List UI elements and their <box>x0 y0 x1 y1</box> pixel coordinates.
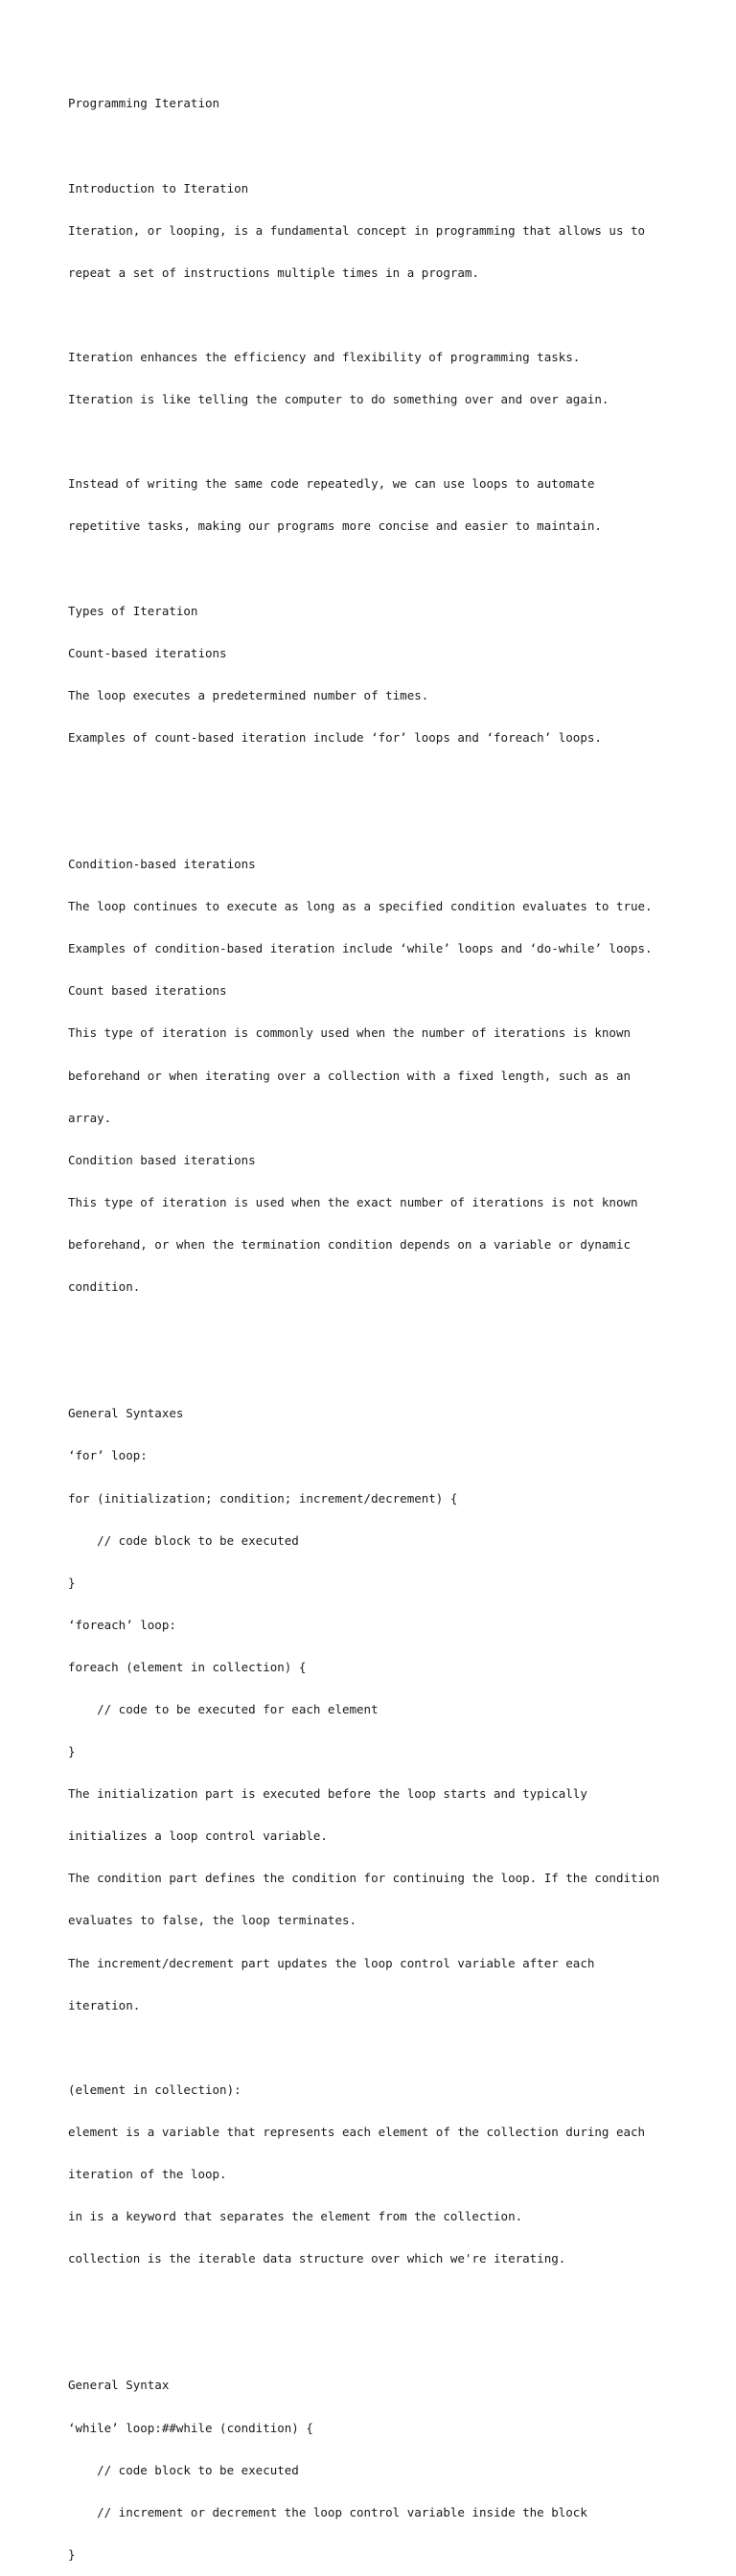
text-line: evaluates to false, the loop terminates. <box>68 1913 357 1928</box>
code-line: // increment or decrement the loop control variable inside the block <box>68 2504 587 2519</box>
text-line: repetitive tasks, making our programs more concise and easier to maintain. <box>68 518 602 534</box>
text-line: beforehand, or when the termination condition depends on a variable or dynamic <box>68 1236 631 1252</box>
text-line: iteration. <box>68 1997 141 2012</box>
text-line: The loop executes a predetermined number of times. <box>68 687 429 702</box>
blank-line <box>68 2294 720 2309</box>
text-line: Iteration is like telling the computer to do something over and over again. <box>68 392 610 407</box>
code-line: } <box>68 2546 76 2562</box>
blank-line <box>68 140 720 154</box>
code-line: // code block to be executed <box>68 1532 299 1548</box>
subheading-count-based-2: Count based iterations <box>68 983 227 999</box>
blank-line <box>68 562 720 576</box>
section-heading-introduction: Introduction to Iteration <box>68 180 249 196</box>
blank-line <box>68 773 720 788</box>
code-line: } <box>68 1575 76 1590</box>
code-line: ‘while’ loop:##while (condition) { <box>68 2420 313 2435</box>
text-line: initializes a loop control variable. <box>68 1828 328 1844</box>
code-line: // code block to be executed <box>68 2462 299 2477</box>
text-line: Iteration, or looping, is a fundamental concept in programming that allows us to <box>68 222 646 238</box>
blank-line <box>68 309 720 323</box>
text-line: Examples of count-based iteration include ‘for’ loops and ‘foreach’ loops. <box>68 729 602 745</box>
section-heading-general-syntax: General Syntax <box>68 2378 170 2393</box>
code-line: for (initialization; condition; increment/decrement) { <box>68 1490 458 1506</box>
text-line: (element in collection): <box>68 2082 242 2097</box>
blank-line <box>68 1322 720 1337</box>
text-line: The increment/decrement part updates the loop control variable after each <box>68 1955 595 1970</box>
subheading-count-based: Count-based iterations <box>68 645 227 660</box>
subheading-condition-based-2: Condition based iterations <box>68 1152 256 1167</box>
code-line: } <box>68 1744 76 1760</box>
subheading-for-loop: ‘for’ loop: <box>68 1448 148 1463</box>
document-body <box>68 69 720 2576</box>
text-line: Iteration enhances the efficiency and flexibility of programming tasks. <box>68 349 581 364</box>
text-line: repeat a set of instructions multiple times in a program. <box>68 264 479 280</box>
text-line: Examples of condition-based iteration include ‘while’ loops and ‘do-while’ loops. <box>68 941 653 956</box>
text-line: The initialization part is executed before the loop starts and typically <box>68 1786 587 1802</box>
blank-line <box>68 1365 720 1379</box>
text-line: Instead of writing the same code repeatedly, we can use loops to automate <box>68 476 595 492</box>
doc-title: Programming Iteration <box>68 96 220 111</box>
text-line: collection is the iterable data structure over which we're iterating. <box>68 2251 566 2266</box>
blank-line <box>68 816 720 830</box>
subheading-foreach-loop: ‘foreach’ loop: <box>68 1617 176 1632</box>
text-line: array. <box>68 1110 112 1125</box>
blank-line <box>68 435 720 449</box>
text-line: iteration of the loop. <box>68 2167 227 2181</box>
section-heading-syntaxes: General Syntaxes <box>68 1406 184 1421</box>
text-line: beforehand or when iterating over a collection with a fixed length, such as an <box>68 1068 631 1083</box>
text-line: element is a variable that represents each element of the collection during each <box>68 2124 646 2139</box>
text-line: This type of iteration is commonly used when the number of iterations is known <box>68 1025 631 1041</box>
subheading-condition-based: Condition-based iterations <box>68 857 256 872</box>
blank-line <box>68 2041 720 2056</box>
text-line: The loop continues to execute as long as a specified condition evaluates to true. <box>68 899 653 914</box>
blank-line <box>68 2336 720 2351</box>
text-line: This type of iteration is used when the exact number of iterations is not known <box>68 1194 638 1209</box>
section-heading-types: Types of Iteration <box>68 603 198 618</box>
text-line: in is a keyword that separates the element from the collection. <box>68 2209 523 2224</box>
code-line: foreach (element in collection) { <box>68 1659 307 1674</box>
code-line: // code to be executed for each element <box>68 1701 379 1716</box>
text-line: The condition part defines the condition for continuing the loop. If the condition <box>68 1871 660 1886</box>
text-line: condition. <box>68 1279 141 1295</box>
